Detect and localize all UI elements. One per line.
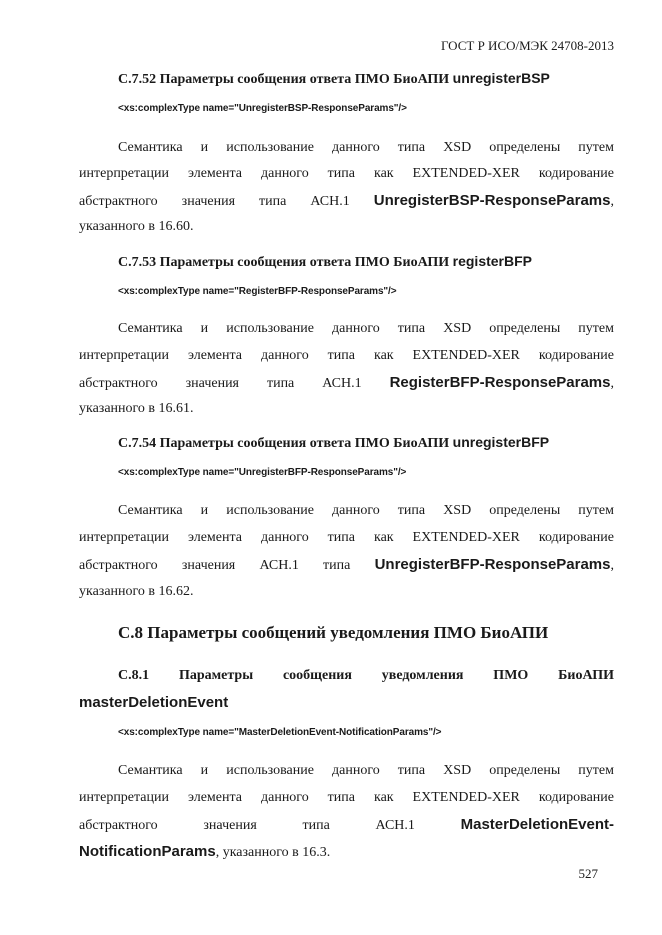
asn1-type-name: RegisterBFP-ResponseParams (389, 374, 611, 391)
section-heading-c7-53 (118, 253, 532, 271)
xsd-code-line: <xs:complexType name="UnregisterBSP-ResponseParams"/> (118, 103, 407, 114)
paragraph-line: интерпретации элемента данного типа как EXTENDED-XER кодирование (79, 790, 614, 805)
paragraph-line (79, 192, 614, 210)
paragraph-line (79, 556, 614, 574)
paragraph-line: интерпретации элемента данного типа как EXTENDED-XER кодирование (79, 348, 614, 363)
paragraph-line: Семантика и использование данного типа XSD определены путем (118, 140, 614, 155)
section-heading-c7-52 (118, 70, 550, 88)
section-heading-c8-1: С.8.1 Параметры сообщения уведомления ПМО БиоАПИ (118, 668, 614, 683)
asn1-type-name: UnregisterBSP-ResponseParams (373, 192, 611, 209)
heading-type-name: masterDeletionEvent (79, 694, 229, 711)
asn1-type-name: UnregisterBFP-ResponseParams (374, 556, 611, 573)
page-header: ГОСТ Р ИСО/МЭК 24708-2013 (440, 38, 614, 53)
heading-text: С.7.53 Параметры сообщения ответа ПМО БиоАПИ (118, 255, 453, 270)
paragraph-line: указанного в 16.60. (79, 219, 194, 234)
punctuation: , (610, 558, 614, 573)
section-heading-c8: С.8 Параметры сообщений уведомления ПМО БиоАПИ (118, 623, 549, 642)
punctuation: , (610, 194, 614, 209)
heading-text: С.7.54 Параметры сообщения ответа ПМО БиоАПИ (118, 436, 453, 451)
paragraph-line (79, 374, 614, 392)
paragraph-text: абстрактного значения АСН.1 типа (79, 558, 375, 573)
paragraph-line: указанного в 16.62. (79, 584, 194, 599)
paragraph-line: интерпретации элемента данного типа как EXTENDED-XER кодирование (79, 166, 614, 181)
heading-text: С.7.52 Параметры сообщения ответа ПМО БиоАПИ (118, 72, 453, 87)
asn1-type-name: MasterDeletionEvent- (460, 816, 614, 833)
paragraph-text: абстрактного значения типа АСН.1 (79, 194, 374, 209)
xsd-code-line: <xs:complexType name="RegisterBFP-ResponseParams"/> (118, 286, 397, 297)
paragraph-line: интерпретации элемента данного типа как EXTENDED-XER кодирование (79, 530, 614, 545)
heading-type-name: unregisterBFP (452, 434, 550, 450)
paragraph-text: , указанного в 16.3. (215, 845, 331, 860)
xsd-code-line: <xs:complexType name="MasterDeletionEvent-NotificationParams"/> (118, 727, 442, 738)
paragraph-text: абстрактного значения типа АСН.1 (79, 818, 461, 833)
paragraph-line: указанного в 16.61. (79, 401, 194, 416)
page-number: 527 (578, 866, 598, 881)
heading-type-name: registerBFP (452, 253, 532, 269)
paragraph-text: абстрактного значения типа АСН.1 (79, 376, 390, 391)
paragraph-line (79, 843, 614, 861)
xsd-code-line: <xs:complexType name="UnregisterBFP-ResponseParams"/> (118, 467, 407, 478)
asn1-type-name: NotificationParams (79, 843, 216, 860)
paragraph-line (79, 816, 614, 834)
paragraph-line: Семантика и использование данного типа XSD определены путем (118, 503, 614, 518)
punctuation: , (610, 376, 614, 391)
paragraph-line: Семантика и использование данного типа XSD определены путем (118, 321, 614, 336)
heading-type-name: unregisterBSP (452, 70, 550, 86)
paragraph-line: Семантика и использование данного типа XSD определены путем (118, 763, 614, 778)
section-heading-c7-54 (118, 434, 549, 452)
